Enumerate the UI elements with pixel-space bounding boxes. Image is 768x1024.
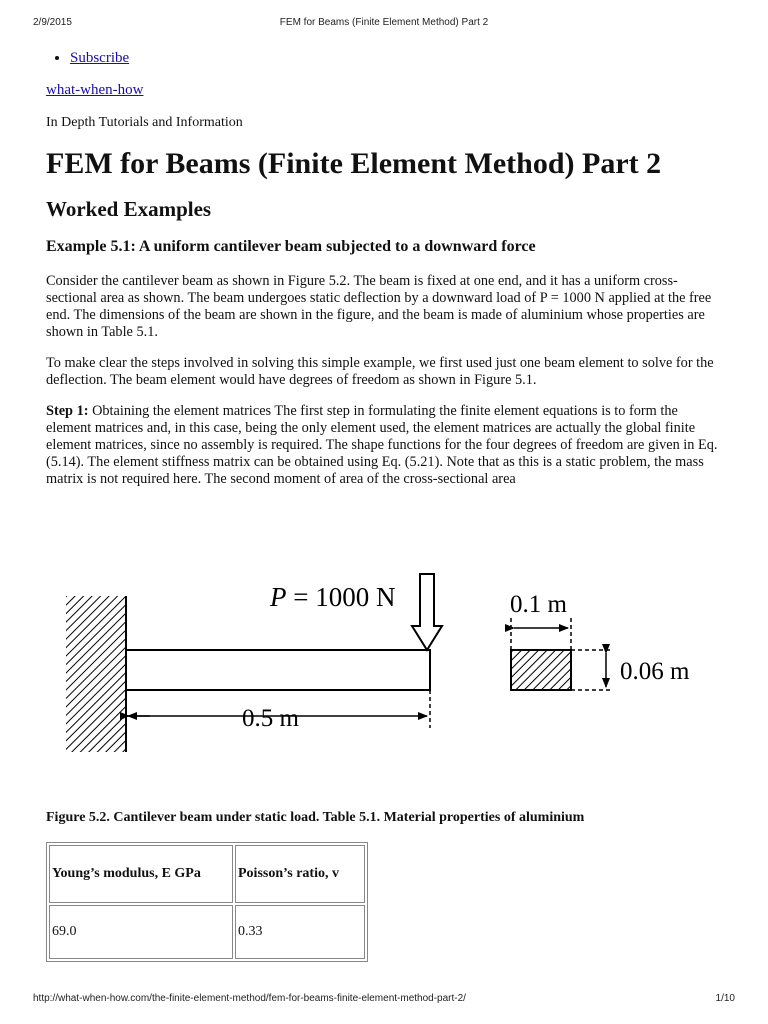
page-title: FEM for Beams (Finite Element Method) Part 2 — [46, 147, 662, 180]
table-row — [49, 905, 365, 959]
load-arrow-icon — [412, 574, 442, 650]
site-name-link[interactable]: what-when-how — [46, 82, 144, 98]
cantilever-beam-figure — [60, 568, 710, 768]
nav-list-item — [70, 46, 722, 70]
print-header — [0, 17, 768, 31]
width-label: 0.1 m — [510, 591, 567, 618]
section-heading: Worked Examples — [46, 197, 212, 221]
site-tagline: In Depth Tutorials and Information — [46, 115, 243, 130]
beam — [126, 650, 430, 690]
material-properties-table — [46, 842, 368, 962]
print-date: 2/9/2015 — [33, 17, 72, 28]
table-header-youngs-modulus: Young’s modulus, E GPa — [49, 845, 233, 903]
paragraph-step1 — [46, 403, 722, 488]
paragraph-steps: To make clear the steps involved in solving this simple example, we first used just one beam element to solve for the deflection. The beam element would have degrees of freedom as shown in Figure 5.1. — [46, 355, 714, 388]
paragraph-intro: Consider the cantilever beam as shown in Figure 5.2. The beam is fixed at one end, and it has a uniform cross-sectional area as shown. The beam undergoes static deflection by a downward load of P = 1000 N applied at the free end. The dimensions of the beam are shown in the figure, and the beam is made of aluminium whose properties are shown in Table 5.1. — [46, 273, 712, 340]
height-label: 0.06 m — [620, 658, 690, 685]
table-header-poissons-ratio: Poisson’s ratio, v — [235, 845, 365, 903]
nav-list — [46, 46, 722, 70]
table-cell-poissons-ratio: 0.33 — [235, 905, 365, 959]
fixed-support-wall — [66, 596, 126, 752]
load-label: P = 1000 N — [270, 582, 396, 612]
example-heading: Example 5.1: A uniform cantilever beam subjected to a downward force — [46, 238, 536, 255]
step1-text: Obtaining the element matrices The first step in formulating the finite element equations is to form the element matrices and, in this case, being the only element used, the element matrices are actually the global finite element matrices, since no assembly is required. The shape functions for the four degrees of freedom are given in Eq. (5.14). The element stiffness matrix can be obtained using Eq. (5.21). Note that as this is a static problem, the mass matrix is not required here. The second moment of area of the cross-sectional area — [46, 403, 718, 487]
table-cell-youngs-modulus: 69.0 — [49, 905, 233, 959]
length-label: 0.5 m — [242, 705, 299, 732]
subscribe-link[interactable]: Subscribe — [70, 50, 130, 66]
figure-caption: Figure 5.2. Cantilever beam under static load. Table 5.1. Material properties of aluminium — [46, 810, 585, 825]
step1-label: Step 1: — [46, 403, 89, 419]
print-url: http://what-when-how.com/the-finite-element-method/fem-for-beams-finite-element-method-part-2/ — [33, 993, 466, 1004]
table-header-row — [49, 845, 365, 903]
cross-section — [511, 650, 571, 690]
print-title: FEM for Beams (Finite Element Method) Part 2 — [279, 17, 489, 28]
main-content — [46, 46, 722, 488]
print-page-number: 1/10 — [715, 993, 735, 1004]
print-footer — [0, 993, 768, 1007]
